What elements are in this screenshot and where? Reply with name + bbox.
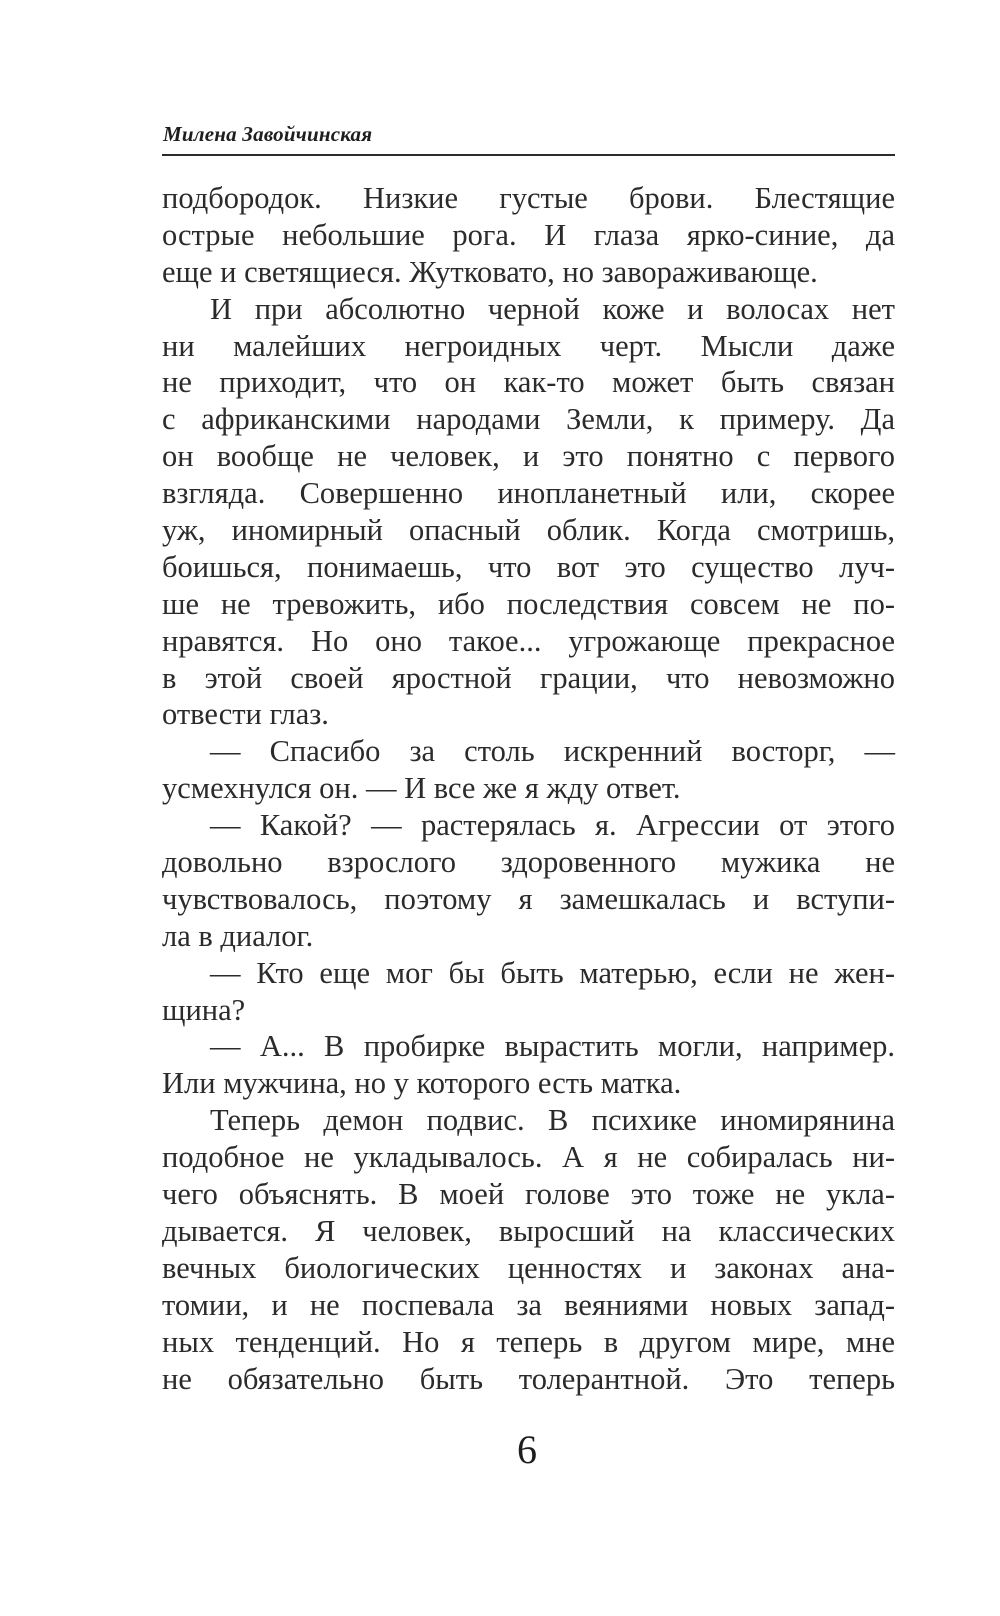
text-line: с африканскими народами Земли, к примеру. Да [162, 402, 895, 437]
text-line: усмехнулся он. — И все же я жду ответ. [162, 771, 681, 806]
page-number: 6 [517, 1427, 537, 1472]
text-line: — Какой? — растерялась я. Агрессии от этого [210, 808, 895, 843]
text-line: дывается. Я человек, выросший на классических [162, 1213, 895, 1248]
text-line: ных тенденций. Но я теперь в другом мире, мне [162, 1324, 895, 1359]
text-line: — Спасибо за столь искренний восторг, — [210, 734, 895, 769]
text-line: острые небольшие рога. И глаза ярко-синие, да [162, 217, 895, 252]
text-line: боишься, понимаешь, что вот это существо луч- [162, 549, 895, 584]
text-line: Теперь демон подвис. В психике иномирянина [210, 1103, 895, 1138]
text-line: щина? [162, 992, 246, 1027]
text-line: нравятся. Но оно такое... угрожающе прекрасное [162, 623, 895, 658]
text-line: ни малейших негроидных черт. Мысли даже [162, 328, 895, 363]
text-line: Или мужчина, но у которого есть матка. [162, 1066, 682, 1101]
text-line: взгляда. Совершенно инопланетный или, скорее [162, 476, 895, 511]
text-line: — Кто еще мог бы быть матерью, если не жен- [210, 955, 895, 990]
header-rule [162, 154, 895, 156]
text-line: ше не тревожить, ибо последствия совсем не по- [162, 586, 895, 621]
text-line: подбородок. Низкие густые брови. Блестящие [162, 181, 895, 215]
text-line: в этой своей яростной грации, что невозможно [162, 660, 895, 695]
text-line: И при абсолютно черной коже и волосах нет [210, 291, 895, 326]
text-line: чего объяснять. В моей голове это тоже не укла- [162, 1177, 895, 1212]
text-line: он вообще не человек, и это понятно с первого [162, 439, 895, 474]
text-line: ла в диалог. [162, 918, 314, 953]
text-line: чувствовалось, поэтому я замешкалась и вступи- [162, 881, 895, 916]
text-line: довольно взрослого здоровенного мужика не [162, 845, 895, 880]
text-line: уж, иномирный опасный облик. Когда смотришь, [162, 513, 895, 548]
running-head-author: Милена Завойчинская [163, 122, 373, 146]
text-line: отвести глаз. [162, 697, 329, 732]
text-line: не обязательно быть толерантной. Это теперь [162, 1361, 895, 1396]
text-line: подобное не укладывалось. А я не собиралась ни- [162, 1140, 895, 1175]
text-line: томии, и не поспевала за веяниями новых запад- [162, 1287, 895, 1322]
text-line: еще и светящиеся. Жутковато, но завораживающе. [162, 254, 818, 289]
text-line: — А... В пробирке вырастить могли, например. [210, 1029, 895, 1064]
body-text [162, 180, 895, 1397]
text-line: не приходит, что он как-то может быть связан [162, 365, 895, 400]
text-line: вечных биологических ценностях и законах ана- [162, 1250, 895, 1285]
